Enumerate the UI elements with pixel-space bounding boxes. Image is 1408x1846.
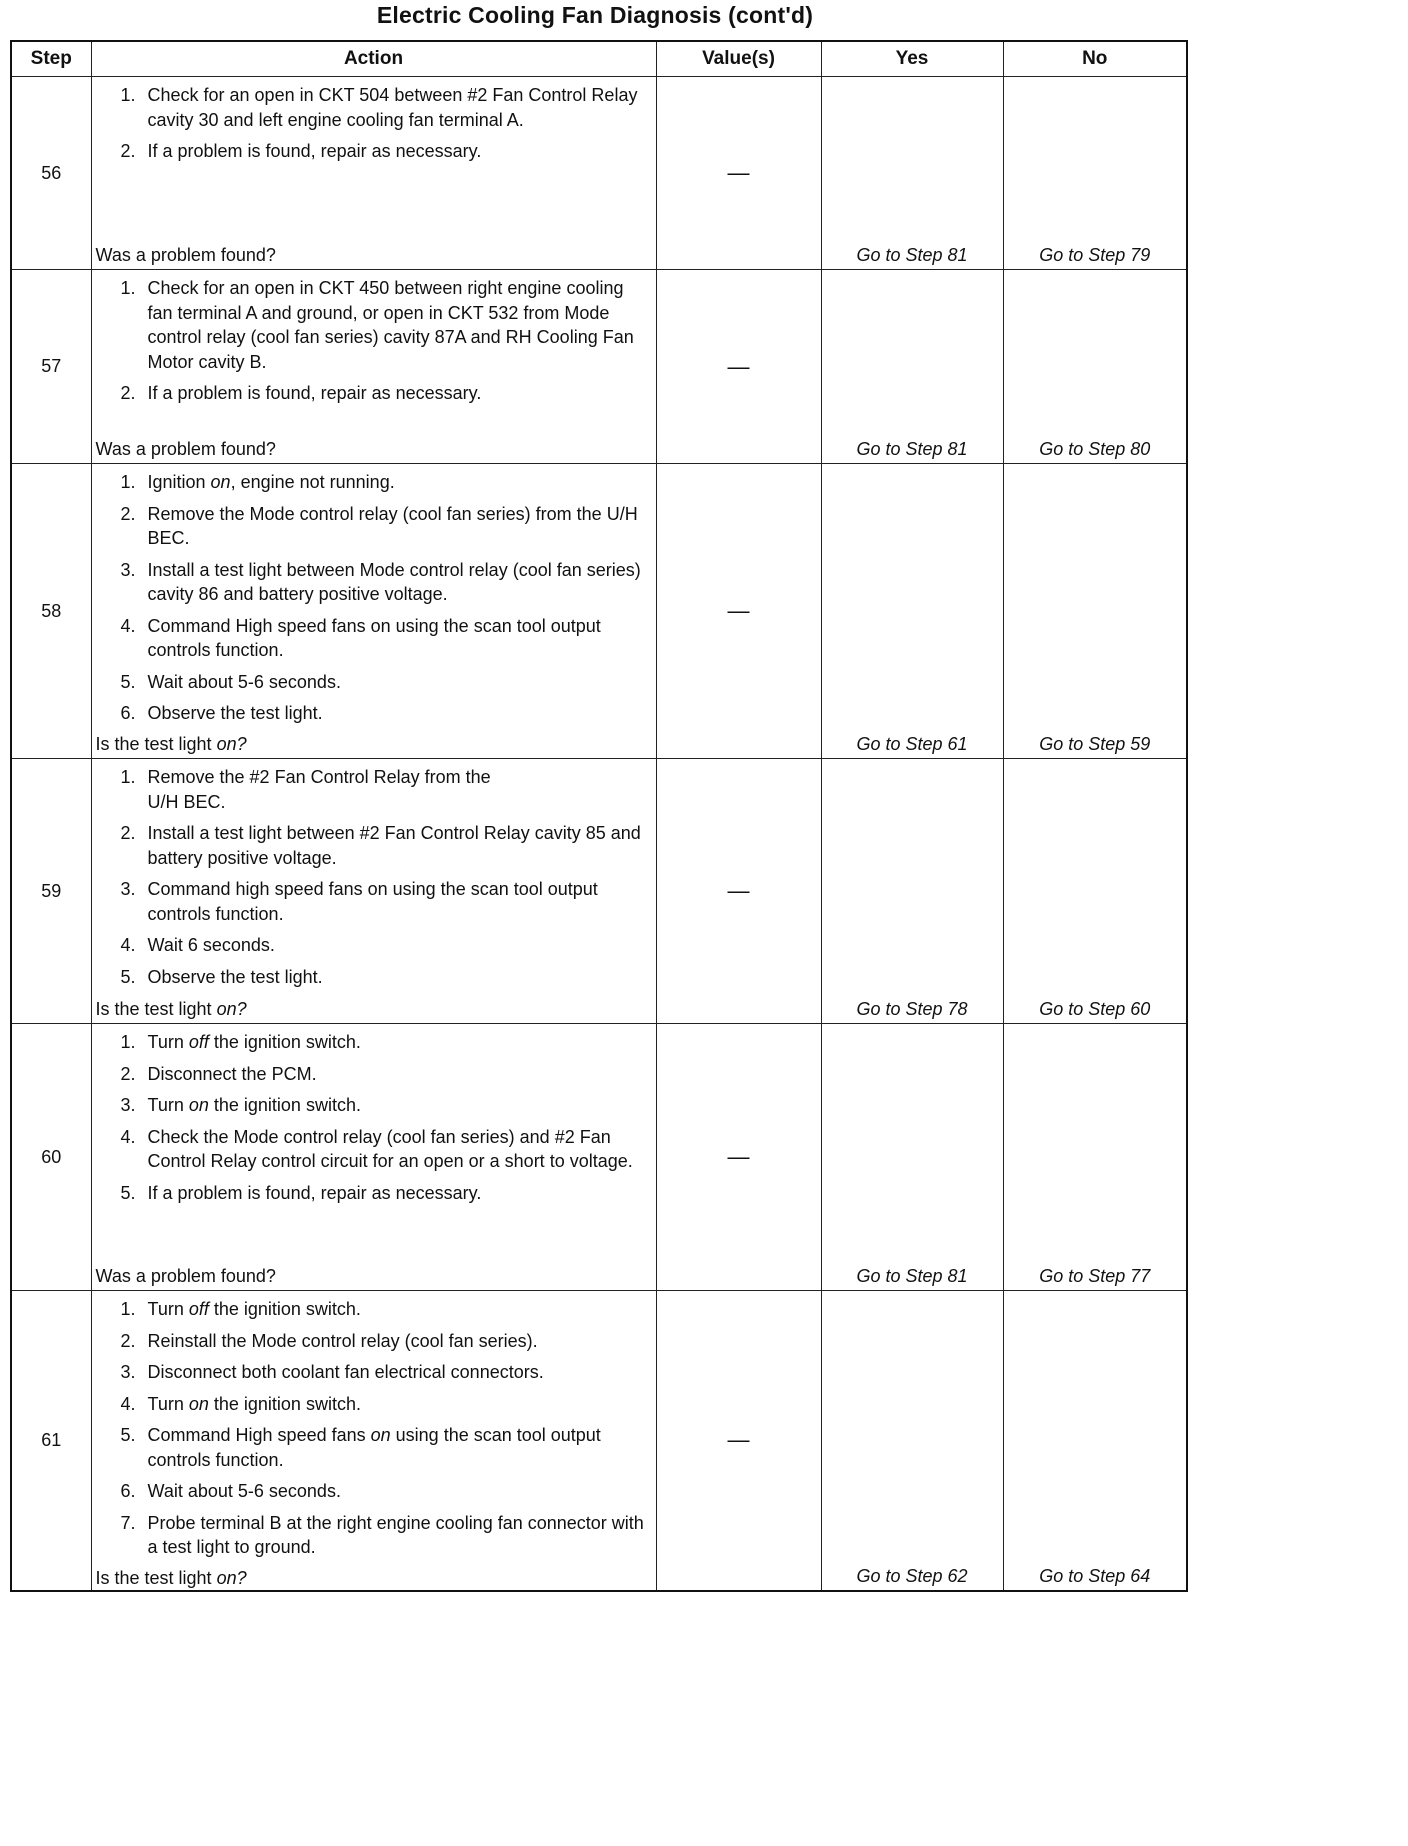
action-item-text: Install a test light between #2 Fan Control Relay cavity 85 and battery positive voltage. (147, 823, 641, 868)
no-cell: Go to Step 59 (1003, 464, 1187, 759)
action-item-text: Command High speed fans on using the scan tool output controls function. (147, 1425, 601, 1470)
table-row (11, 77, 1187, 270)
action-item-text: Wait about 5-6 seconds. (147, 671, 341, 692)
action-item-number: 3. (120, 1095, 136, 1115)
action-item (116, 381, 646, 406)
action-item-number: 2. (120, 141, 136, 161)
table-body (11, 77, 1187, 1591)
action-item (116, 83, 646, 132)
action-item-number: 1. (120, 472, 136, 492)
action-item-number: 2. (120, 1063, 136, 1084)
action-item-number: 1. (120, 278, 136, 298)
action-item (116, 1297, 646, 1322)
header-yes: Yes (821, 41, 1003, 77)
action-list (92, 1291, 656, 1567)
table-row (11, 1024, 1187, 1291)
action-item-text: Remove the Mode control relay (cool fan series) from the U/H BEC. (147, 503, 638, 548)
yes-cell: Go to Step 81 (821, 1024, 1003, 1291)
action-item-text: Ignition on, engine not running. (147, 472, 395, 492)
action-item (116, 276, 646, 374)
action-item-number: 3. (120, 879, 136, 899)
action-item (116, 1360, 646, 1385)
action-question: Was a problem found? (95, 439, 276, 459)
action-item (116, 701, 646, 726)
page-title: Electric Cooling Fan Diagnosis (cont'd) (376, 2, 814, 28)
action-item (116, 1423, 646, 1472)
no-cell: Go to Step 64 (1003, 1291, 1187, 1591)
step-number: 60 (11, 1024, 91, 1291)
yes-cell: Go to Step 61 (821, 464, 1003, 759)
action-list (92, 1024, 656, 1212)
action-item-number: 3. (120, 1362, 136, 1382)
action-item-text: Command High speed fans on using the scan tool output controls function. (147, 615, 601, 660)
action-item-text: Command high speed fans on using the scan tool output controls function. (147, 879, 598, 924)
action-item-number: 2. (120, 383, 136, 403)
action-item-number: 4. (120, 1393, 136, 1414)
step-number: 58 (11, 464, 91, 759)
action-item (116, 1329, 646, 1354)
action-item (116, 933, 646, 958)
action-item-number: 5. (120, 966, 136, 987)
action-cell (91, 270, 656, 464)
table-row (11, 1291, 1187, 1591)
action-item-text: If a problem is found, repair as necessary. (147, 383, 482, 403)
action-item-number: 1. (120, 1032, 136, 1052)
table-row (11, 759, 1187, 1024)
step-number: 56 (11, 77, 91, 270)
action-item-number: 4. (120, 615, 136, 636)
table-row (11, 270, 1187, 464)
action-item-number: 2. (120, 503, 136, 524)
action-item-text: Observe the test light. (147, 966, 323, 987)
action-cell (91, 464, 656, 759)
action-question: Was a problem found? (95, 1266, 276, 1286)
value-cell: — (656, 1024, 821, 1291)
action-item-number: 5. (120, 1182, 136, 1203)
no-cell: Go to Step 60 (1003, 759, 1187, 1024)
action-list (92, 270, 656, 413)
action-item-number: 6. (120, 703, 136, 723)
action-item-number: 6. (120, 1481, 136, 1501)
action-cell (91, 759, 656, 1024)
action-item (116, 558, 646, 607)
action-item-number: 1. (120, 1299, 136, 1319)
header-step: Step (11, 41, 91, 77)
action-item-number: 1. (120, 767, 136, 787)
header-values: Value(s) (656, 41, 821, 77)
action-item-number: 2. (120, 823, 136, 843)
value-cell: — (656, 1291, 821, 1591)
action-item (116, 470, 646, 495)
action-item-number: 1. (120, 85, 136, 105)
action-item-text: If a problem is found, repair as necessary. (147, 1182, 482, 1203)
value-cell: — (656, 270, 821, 464)
step-number: 57 (11, 270, 91, 464)
header-no: No (1003, 41, 1187, 77)
action-item-number: 5. (120, 1425, 136, 1445)
yes-cell: Go to Step 62 (821, 1291, 1003, 1591)
action-item (116, 1093, 646, 1118)
action-question: Is the test light on? (95, 1567, 247, 1588)
no-cell: Go to Step 79 (1003, 77, 1187, 270)
header-action: Action (91, 41, 656, 77)
action-item-number: 4. (120, 935, 136, 955)
action-item-number: 7. (120, 1512, 136, 1533)
action-item-number: 2. (120, 1330, 136, 1351)
yes-cell: Go to Step 81 (821, 270, 1003, 464)
action-list (92, 464, 656, 733)
action-item (116, 1062, 646, 1087)
action-item-number: 3. (120, 559, 136, 580)
action-item-text: Turn off the ignition switch. (147, 1032, 361, 1052)
action-item-text: Check for an open in CKT 504 between #2 Fan Control Relay cavity 30 and left engine cooling fan terminal A. (147, 85, 638, 130)
action-item (116, 670, 646, 695)
action-item (116, 502, 646, 551)
action-list (92, 77, 656, 171)
action-item (116, 614, 646, 663)
action-list (92, 759, 656, 996)
no-cell: Go to Step 77 (1003, 1024, 1187, 1291)
action-cell (91, 1024, 656, 1291)
action-item-text: If a problem is found, repair as necessary. (147, 141, 482, 161)
yes-cell: Go to Step 78 (821, 759, 1003, 1024)
action-item (116, 877, 646, 926)
action-item-text: Check for an open in CKT 450 between right engine cooling fan terminal A and ground, or open in CKT 532 from Mode control relay (cool fan series) cavity 87A and RH Cooling Fan Motor cavity B. (147, 278, 634, 372)
action-cell (91, 77, 656, 270)
action-item-text: Disconnect the PCM. (147, 1063, 317, 1084)
action-item-text: Reinstall the Mode control relay (cool fan series). (147, 1330, 538, 1351)
action-item-text: Disconnect both coolant fan electrical connectors. (147, 1362, 544, 1382)
no-cell: Go to Step 80 (1003, 270, 1187, 464)
value-cell: — (656, 464, 821, 759)
action-item-text: Wait 6 seconds. (147, 935, 275, 955)
action-question: Is the test light on? (95, 734, 247, 754)
table-row (11, 464, 1187, 759)
yes-cell: Go to Step 81 (821, 77, 1003, 270)
action-item (116, 1511, 646, 1560)
action-item-text: Remove the #2 Fan Control Relay from the U/H BEC. (147, 767, 491, 812)
action-item-text: Probe terminal B at the right engine cooling fan connector with a test light to ground. (147, 1512, 644, 1557)
action-item (116, 821, 646, 870)
action-item (116, 765, 646, 814)
action-item (116, 1181, 646, 1206)
action-item (116, 1392, 646, 1417)
action-item (116, 1030, 646, 1055)
diagnosis-table (10, 40, 1188, 1592)
value-cell: — (656, 77, 821, 270)
action-item-text: Turn on the ignition switch. (147, 1393, 361, 1414)
step-number: 59 (11, 759, 91, 1024)
action-cell (91, 1291, 656, 1591)
action-item-text: Wait about 5-6 seconds. (147, 1481, 341, 1501)
action-item (116, 1125, 646, 1174)
action-question: Was a problem found? (95, 245, 276, 265)
value-cell: — (656, 759, 821, 1024)
action-item-number: 4. (120, 1126, 136, 1147)
step-number: 61 (11, 1291, 91, 1591)
action-item (116, 965, 646, 990)
header-row (11, 41, 1187, 77)
action-item-text: Check the Mode control relay (cool fan series) and #2 Fan Control Relay control circuit for an open or a short to voltage. (147, 1126, 633, 1171)
action-item (116, 139, 646, 164)
action-item-text: Observe the test light. (147, 703, 323, 723)
action-question: Is the test light on? (95, 999, 247, 1019)
action-item-text: Install a test light between Mode control relay (cool fan series) cavity 86 and battery positive voltage. (147, 559, 641, 604)
action-item-text: Turn on the ignition switch. (147, 1095, 361, 1115)
action-item-number: 5. (120, 671, 136, 692)
action-item (116, 1479, 646, 1504)
action-item-text: Turn off the ignition switch. (147, 1299, 361, 1319)
